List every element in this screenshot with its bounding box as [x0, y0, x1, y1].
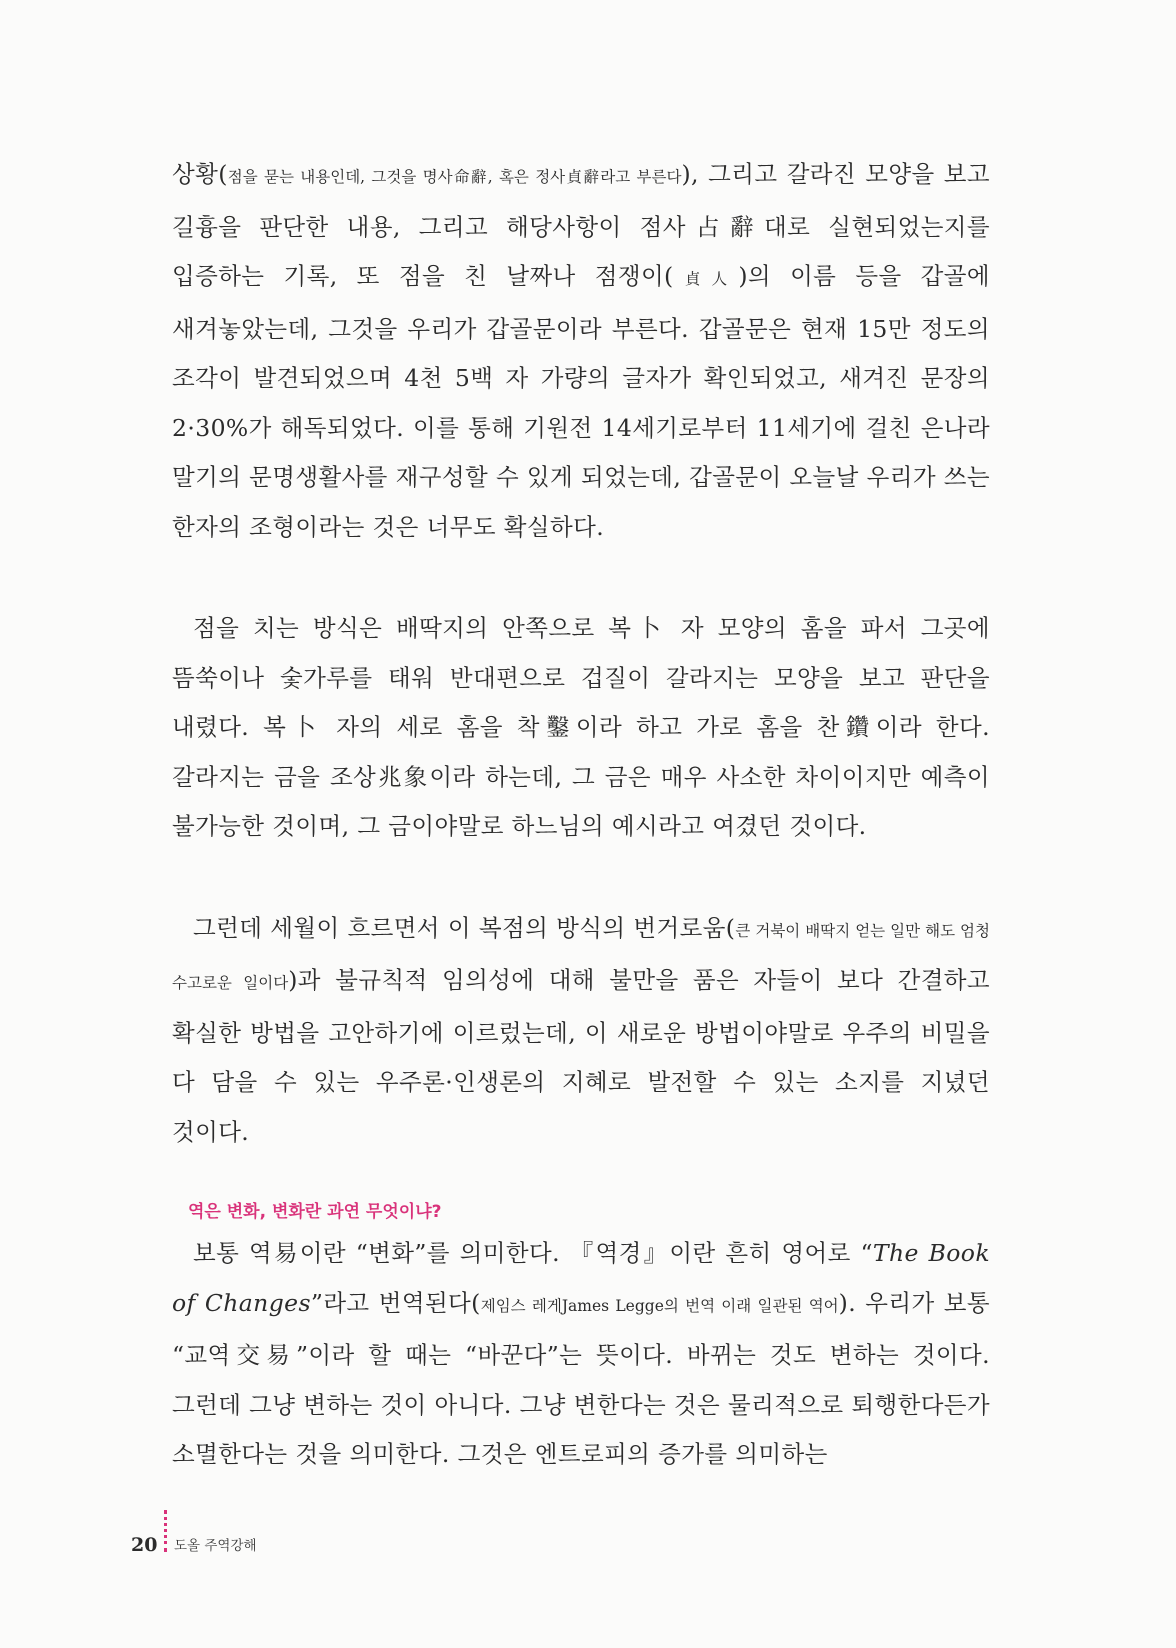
text-run: )과 불규칙적 임의성에 대해 불만을 품은 자들이 보다 간결하고 확실한 방법을 고안하기에 이르렀는데, 이 새로운 방법이야말로 우주의 비밀을 다 담을 수 있는 우주론·인생론의 지혜로 발전할 수 있는 소지를 지녔던 것이다.	[172, 966, 990, 1146]
text-run: ”라고 번역된다(	[310, 1288, 481, 1317]
paragraph	[172, 150, 990, 552]
paragraph	[172, 604, 990, 852]
english-title: The Book of Changes	[172, 1239, 990, 1317]
inline-note: 제임스 레게James Legge의 번역 이래 일관된 역어	[480, 1296, 839, 1315]
text-run: 보통 역易이란 “변화”를 의미한다. 『역경』이란 흔히 영어로 “	[193, 1239, 873, 1267]
text-run: 그런데 세월이 흐르면서 이 복점의 방식의 번거로움(	[193, 913, 736, 942]
text-run: ), 그리고 갈라진 모양을 보고 길흉을 판단한 내용, 그리고 해당사항이 점사占辭대로 실현되었는지를 입증하는 기록, 또 점을 친 날짜나 점쟁이(	[172, 160, 990, 290]
text-run: )의 이름 등을 갑골에 새겨놓았는데, 그것을 우리가 갑골문이라 부른다. 갑골문은 현재 15만 정도의 조각이 발견되었으며 4천 5백 자 가량의 글자가 확인되었고, 새겨진 문장의 2·30%가 해독되었다. 이를 통해 기원전 14세기로부터 11세기에 걸친 은나라 말기의 문명생활사를 재구성할 수 있게 되었는데, 갑골문이 오늘날 우리가 쓰는 한자의 조형이라는 것은 너무도 확실하다.	[172, 262, 990, 541]
text-run: 상황(	[172, 160, 228, 188]
section-heading: 역은 변화, 변화란 과연 무엇이냐?	[188, 1202, 442, 1222]
footer-divider	[164, 1510, 167, 1552]
text-run: 점을 치는 방식은 배딱지의 안쪽으로 복卜 자 모양의 홈을 파서 그곳에 뜸쑥이나 숯가루를 태워 반대편으로 겁질이 갈라지는 모양을 보고 판단을 내렸다. 복卜 자의 세로 홈을 착鑿이라 하고 가로 홈을 찬鑽이라 한다. 갈라지는 금을 조상兆象이라 하는데, 그 금은 매우 사소한 차이이지만 예측이 불가능한 것이며, 그 금이야말로 하느님의 예시라고 여겼던 것이다.	[172, 614, 990, 840]
inline-note: 큰 거북이 배딱지 얻는 일만 해도 엄청 수고로운 일이다	[172, 921, 990, 992]
running-title: 도올 주역강해	[174, 1538, 257, 1554]
text-run: ). 우리가 보통 “교역交易”이라 할 때는 “바꾼다”는 뜻이다. 바뀌는 것도 변하는 것이다. 그런데 그냥 변하는 것이 아니다. 그냥 변한다는 것은 물리적으로 퇴행한다든가 소멸한다는 것을 의미한다. 그것은 엔트로피의 증가를 의미하는	[172, 1288, 990, 1468]
paragraph	[172, 904, 990, 1158]
inline-note: 貞人	[673, 270, 739, 288]
paragraph	[172, 1229, 990, 1480]
page-number: 20	[131, 1534, 158, 1556]
inline-note: 점을 묻는 내용인데, 그것을 명사命辭, 혹은 정사貞辭라고 부른다	[227, 168, 682, 186]
page-body	[172, 150, 990, 1480]
